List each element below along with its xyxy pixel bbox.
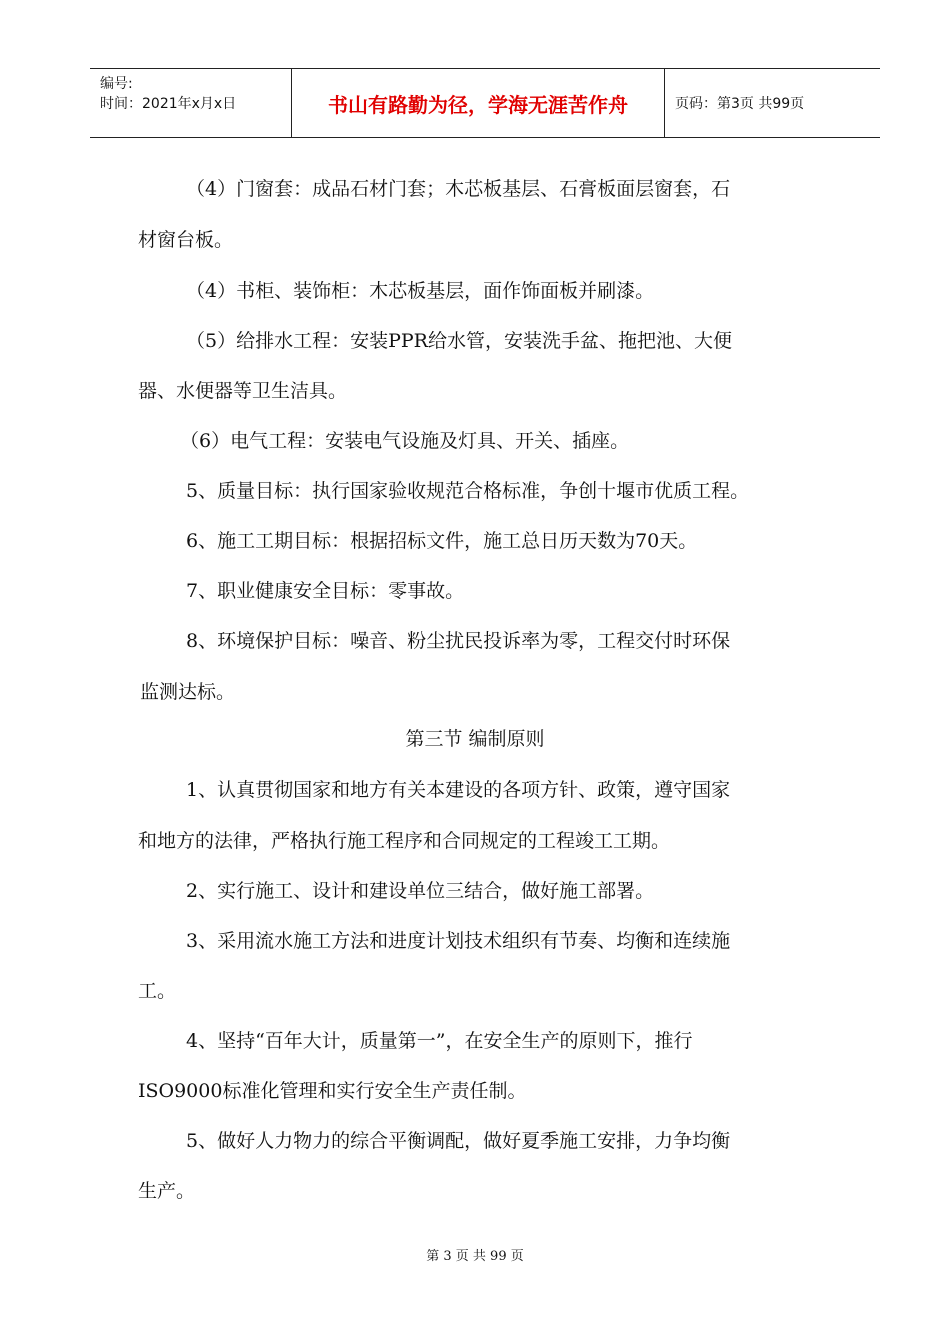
document-number-label: 编号: <box>100 76 133 92</box>
body-line: 1、认真贯彻国家和地方有关本建设的各项方针、政策，遵守国家 <box>186 779 731 801</box>
body-line: 和地方的法律，严格执行施工程序和合同规定的工程竣工工期。 <box>138 830 671 852</box>
body-line: 8、环境保护目标：噪音、粉尘扰民投诉率为零，工程交付时环保 <box>186 630 731 652</box>
body-line: 4、坚持“百年大计，质量第一”，在安全生产的原则下，推行 <box>186 1030 693 1052</box>
page-number-label: 页码：第3页 共99页 <box>675 96 805 112</box>
body-line: ISO9000标准化管理和实行安全生产责任制。 <box>138 1080 527 1102</box>
body-line: （4）书柜、装饰柜：木芯板基层，面作饰面板并刷漆。 <box>186 280 655 302</box>
body-line: 3、采用流水施工方法和进度计划技术组织有节奏、均衡和连续施 <box>186 930 731 952</box>
body-line: 工。 <box>138 980 177 1002</box>
body-line: 6、施工工期目标：根据招标文件，施工总日历天数为70天。 <box>186 530 698 552</box>
body-line: （5）给排水工程：安装PPR给水管，安装洗手盆、拖把池、大便 <box>186 330 732 352</box>
body-line: （6）电气工程：安装电气设施及灯具、开关、插座。 <box>180 430 630 452</box>
body-line: （4）门窗套：成品石材门套；木芯板基层、石膏板面层窗套，石 <box>186 178 731 200</box>
section-heading: 第三节 编制原则 <box>405 728 545 750</box>
document-time-label: 时间：2021年x月x日 <box>100 96 237 112</box>
body-line: 7、职业健康安全目标：零事故。 <box>186 580 465 602</box>
body-line: 5、质量目标：执行国家验收规范合格标准，争创十堰市优质工程。 <box>186 480 750 502</box>
motto-text: 书山有路勤为径，学海无涯苦作舟 <box>328 92 628 117</box>
body-line: 5、做好人力物力的综合平衡调配，做好夏季施工安排，力争均衡 <box>186 1130 731 1152</box>
body-line: 生产。 <box>138 1180 196 1202</box>
page-footer: 第 3 页 共 99 页 <box>426 1249 524 1264</box>
body-line: 2、实行施工、设计和建设单位三结合，做好施工部署。 <box>186 880 655 902</box>
body-line: 监测达标。 <box>140 681 236 703</box>
body-line: 材窗台板。 <box>138 229 234 251</box>
body-line: 器、水便器等卫生洁具。 <box>138 380 348 402</box>
